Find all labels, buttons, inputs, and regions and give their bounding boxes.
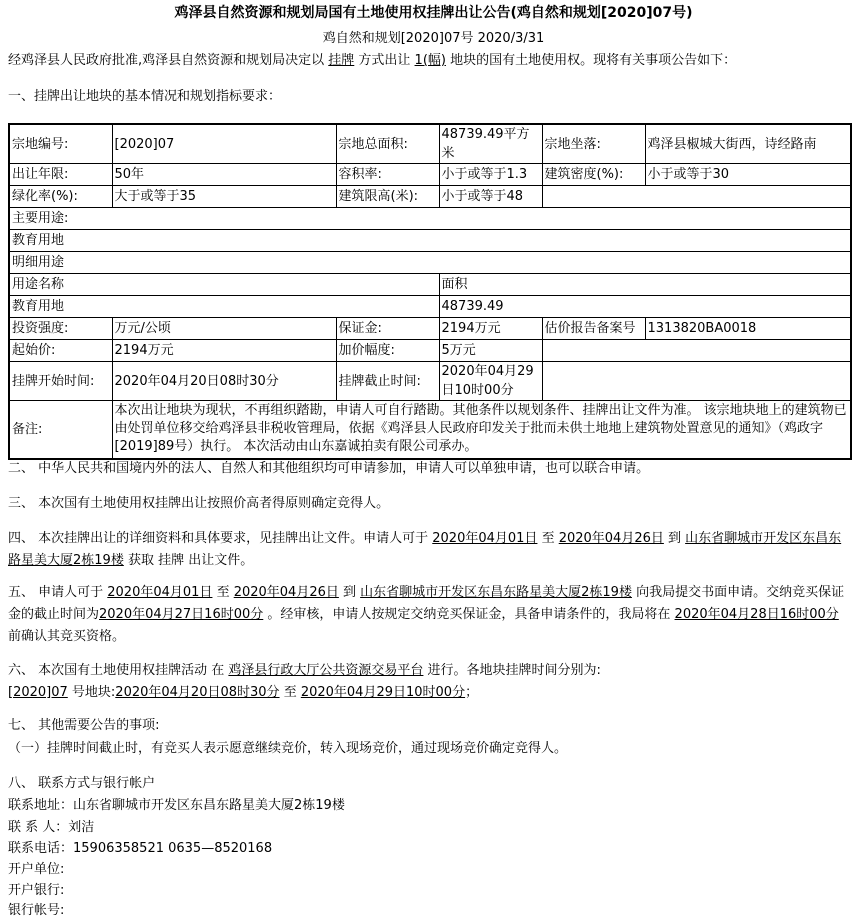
section-3: 三、 本次国有土地使用权挂牌出让按照价高者得原则确定竞得人。 (8, 496, 390, 511)
area-header: 面积 (439, 274, 851, 296)
venue-link: 鸡泽县行政大厅公共资源交易平台 (228, 663, 424, 678)
section-6: 六、 本次国有土地使用权挂牌活动 在 鸡泽县行政大厅公共资源交易平台 进行。各地块挂牌时间分别为: [2020]07 号地块:2020年04月20日08时30分 至 2020年04月29日10时00分； (8, 663, 601, 700)
table-row (9, 208, 851, 230)
green-rate-value: 大于或等于35 (112, 186, 336, 208)
increment-value: 5万元 (439, 340, 542, 362)
contact-person: 联 系 人：刘洁 (8, 820, 95, 835)
end-time: 2020年04月29日10时00分 (300, 685, 466, 700)
main-use-label: 主要用途: (9, 208, 851, 230)
table-row (9, 252, 851, 274)
table-row (9, 340, 851, 362)
section-1-heading: 一、挂牌出让地块的基本情况和规划指标要求： (8, 89, 282, 104)
contact-address: 联系地址：山东省聊城市开发区东昌东路星美大厦2栋19楼 (8, 798, 345, 813)
parcel-link: [2020]07 (8, 685, 68, 700)
section-8-heading: 八、 联系方式与银行帐户 (8, 776, 156, 791)
section-4: 四、 本次挂牌出让的详细资料和具体要求，见挂牌出让文件。申请人可于 2020年04月01日 至 2020年04月26日 到 山东省聊城市开发区东昌东路星美大厦2栋19楼 获取 挂牌 出让文件。 (8, 531, 842, 568)
location-value: 鸡泽县椒城大街西，诗经路南 (645, 124, 851, 164)
green-rate-label: 绿化率(%): (9, 186, 112, 208)
qualification-date: 2020年04月28日16时00分 (674, 607, 839, 622)
deposit-value: 2194万元 (439, 318, 542, 340)
start-price-label: 起始价: (9, 340, 112, 362)
term-value: 50年 (112, 164, 336, 186)
table-row (9, 401, 851, 459)
section-5: 五、 申请人可于 2020年04月01日 至 2020年04月26日 到 山东省聊城市开发区东昌东路星美大厦2栋19楼 向我局提交书面申请。交纳竞买保证金的截止时间为2020年04月27日16时00分 。经审核，申请人按规定交纳竞买保证金，具备申请条件的，我局将在 2020年04月28日16时00分 前确认其竞买资格。 (8, 585, 845, 644)
table-row (9, 274, 851, 296)
parcel-count: 1(幅) (414, 53, 446, 68)
start-time: 2020年04月20日08时30分 (115, 685, 280, 700)
date-link: 2020年04月26日 (558, 531, 664, 546)
section-2: 二、 中华人民共和国境内外的法人、自然人和其他组织均可申请参加，申请人可以单独申请，也可以联合申请。 (8, 461, 650, 476)
page-title: 鸡泽县自然资源和规划局国有土地使用权挂牌出让公告(鸡自然和规划[2020]07号) (174, 5, 693, 21)
appraisal-no-label: 估价报告备案号 (542, 318, 645, 340)
table-row (9, 186, 851, 208)
investment-value: 万元/公顷 (112, 318, 336, 340)
term-label: 出让年限: (9, 164, 112, 186)
density-label: 建筑密度(%): (542, 164, 645, 186)
table-row (9, 164, 851, 186)
date-link: 2020年04月26日 (233, 585, 339, 600)
section-7-heading: 七、 其他需要公告的事项: (8, 718, 160, 733)
account-bank: 开户银行: (8, 883, 65, 898)
section-7-item: （一）挂牌时间截止时，有竞买人表示愿意继续竞价，转入现场竞价，通过现场竞价确定竞得人。 (8, 741, 568, 756)
use-name-value: 教育用地 (9, 296, 439, 318)
listing-end-label: 挂牌截止时间: (336, 362, 439, 401)
appraisal-no-value: 1313820BA0018 (645, 318, 851, 340)
use-name-header: 用途名称 (9, 274, 439, 296)
start-price-value: 2194万元 (112, 340, 336, 362)
table-row (9, 296, 851, 318)
listing-end-value: 2020年04月29日10时00分 (439, 362, 542, 401)
date-link: 2020年04月01日 (432, 531, 538, 546)
method-link: 挂牌 (328, 53, 355, 68)
plot-ratio-value: 小于或等于1.3 (439, 164, 542, 186)
use-area-value: 48739.49 (439, 296, 851, 318)
table-row (9, 362, 851, 401)
remark-label: 备注: (9, 401, 112, 459)
place-link: 山东省聊城市开发区东昌东路星美大厦2栋19楼 (8, 531, 842, 568)
table-row (9, 230, 851, 252)
parcel-no-value: [2020]07 (112, 124, 336, 164)
total-area-value: 48739.49平方米 (439, 124, 542, 164)
increment-label: 加价幅度: (336, 340, 439, 362)
table-row (9, 318, 851, 340)
date-link: 2020年04月01日 (107, 585, 213, 600)
height-limit-value: 小于或等于48 (439, 186, 542, 208)
deposit-deadline: 2020年04月27日16时00分 (99, 607, 264, 622)
total-area-label: 宗地总面积: (336, 124, 439, 164)
intro-paragraph: 经鸡泽县人民政府批准,鸡泽县自然资源和规划局决定以 挂牌 方式出让 1(幅) 地块的国有土地使用权。现将有关事项公告如下： (8, 53, 737, 68)
investment-label: 投资强度: (9, 318, 112, 340)
location-label: 宗地坐落: (542, 124, 645, 164)
account-unit: 开户单位: (8, 862, 65, 877)
plot-ratio-label: 容积率: (336, 164, 439, 186)
detail-use-label: 明细用途 (9, 252, 851, 274)
density-value: 小于或等于30 (645, 164, 851, 186)
listing-start-value: 2020年04月20日08时30分 (112, 362, 336, 401)
parcel-info-table (8, 123, 852, 460)
place-link: 山东省聊城市开发区东昌东路星美大厦2栋19楼 (360, 585, 632, 600)
contact-phone: 联系电话：15906358521 0635—8520168 (8, 841, 273, 856)
document-number-date: 鸡自然和规划[2020]07号 2020/3/31 (322, 31, 545, 46)
height-limit-label: 建筑限高(米): (336, 186, 439, 208)
listing-start-label: 挂牌开始时间: (9, 362, 112, 401)
remark-value: 本次出让地块为现状，不再组织踏勘，申请人可自行踏勘。其他条件以规划条件、挂牌出让文件为准。 该宗地块地上的建筑物已由处罚单位移交给鸡泽县非税收管理局，依据《鸡泽县人民政府印发关于批而未供土地地上建筑物处置意见的通知》（鸡政字[2019]89号）执行。 本次活动由山东嘉诚拍卖有限公司承办。 (112, 401, 851, 459)
table-row (9, 124, 851, 164)
deposit-label: 保证金: (336, 318, 439, 340)
account-number: 银行帐号: (8, 903, 65, 918)
main-use-value: 教育用地 (9, 230, 851, 252)
parcel-no-label: 宗地编号: (9, 124, 112, 164)
